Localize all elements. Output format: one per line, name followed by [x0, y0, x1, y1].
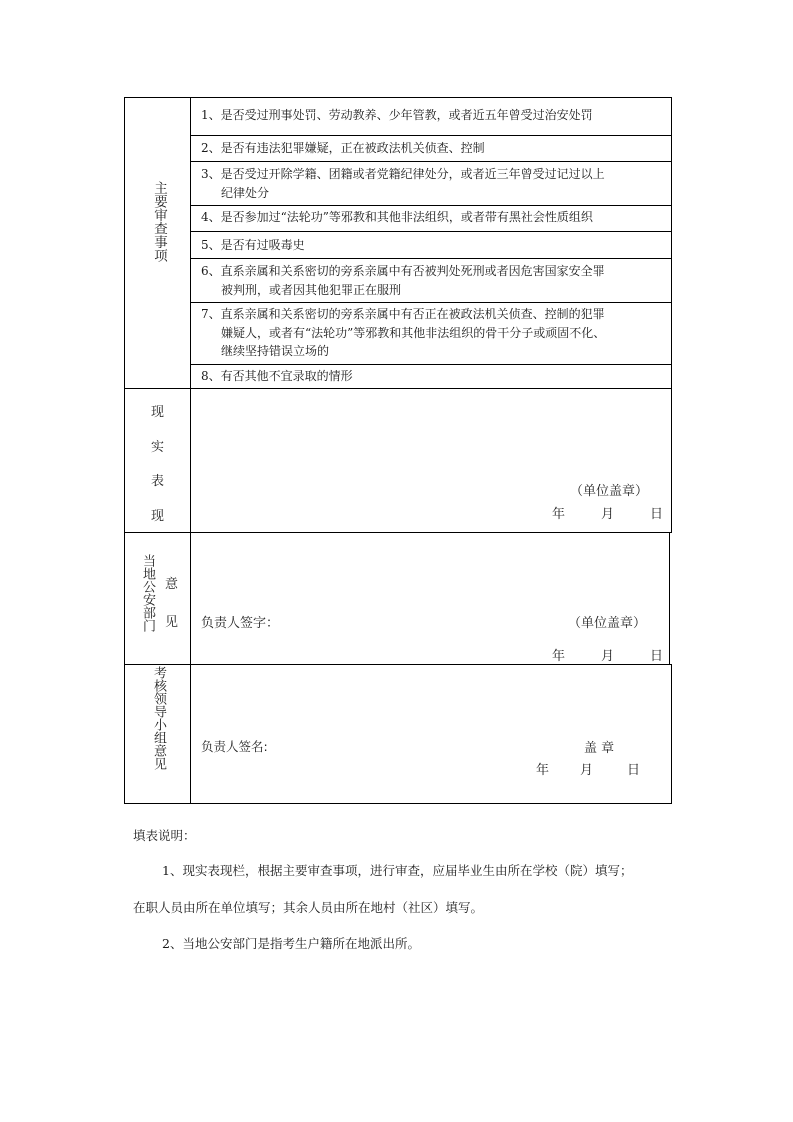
police-date-year: 年 [552, 649, 566, 664]
police-seal: （单位盖章） [568, 616, 647, 631]
police-label-right-char-2: 见 [165, 615, 179, 630]
row-divider [190, 364, 672, 365]
review-section-label: 主要审查事项 [151, 181, 167, 262]
review-item-8: 8、有否其他不宜录取的情形 [201, 369, 353, 383]
performance-date-month: 月 [601, 507, 615, 522]
notes-line-3: 2、当地公安部门是指考生户籍所在地派出所。 [162, 936, 420, 951]
review-item-3: 3、是否受过开除学籍、团籍或者党籍纪律处分，或者近三年曾受过记过以上 [201, 167, 605, 181]
leadership-signer-label: 负责人签名: [201, 739, 268, 754]
review-item-1: 1、是否受过刑事处罚、劳动教养、少年管教，或者近五年曾受过治安处罚 [201, 108, 593, 122]
police-date-day: 日 [650, 649, 664, 664]
leadership-date-year: 年 [536, 763, 550, 778]
row-divider [190, 302, 672, 303]
review-item-3-cont: 纪律处分 [221, 186, 270, 200]
police-date-month: 月 [601, 649, 615, 664]
notes-line-1: 1、现实表现栏，根据主要审查事项，进行审查，应届毕业生由所在学校（院）填写； [162, 863, 633, 878]
performance-divider [190, 388, 191, 533]
police-signer-label: 负责人签字： [201, 616, 280, 631]
performance-label-char-2: 实 [151, 440, 165, 455]
review-item-6: 6、直系亲属和关系密切的旁系亲属中有否被判处死刑或者因危害国家安全罪 [201, 264, 605, 278]
police-label-right-char-1: 意 [165, 577, 179, 592]
leadership-seal: 盖 章 [584, 741, 615, 756]
performance-label-char-3: 表 [151, 474, 165, 489]
leadership-date-day: 日 [627, 763, 641, 778]
review-item-2: 2、是否有违法犯罪嫌疑，正在被政法机关侦查、控制 [201, 141, 485, 155]
review-item-7-cont: 嫌疑人，或者有“法轮功”等邪教和其他非法组织的骨干分子或顽固不化、 [221, 326, 606, 340]
leadership-section [124, 664, 672, 804]
notes-line-2: 在职人员由所在单位填写；其余人员由所在地村（社区）填写。 [133, 900, 484, 915]
performance-date-day: 日 [650, 507, 664, 522]
performance-label-char-4: 现 [151, 509, 165, 524]
row-divider [190, 161, 672, 162]
review-divider [190, 97, 191, 389]
review-item-6-cont: 被判刑，或者因其他犯罪正在服刑 [221, 283, 402, 297]
review-item-5: 5、是否有过吸毒史 [201, 238, 305, 252]
leadership-label: 考核领导小组意见 [151, 666, 166, 770]
police-label-left: 当地公安部门 [140, 554, 155, 632]
row-divider [190, 258, 672, 259]
police-section [124, 532, 670, 665]
performance-seal: （单位盖章） [570, 484, 649, 499]
leadership-divider [190, 664, 191, 804]
review-item-7: 7、直系亲属和关系密切的旁系亲属中有否正在被政法机关侦查、控制的犯罪 [201, 307, 605, 321]
row-divider [190, 231, 672, 232]
performance-date-year: 年 [552, 507, 566, 522]
notes-title: 填表说明： [133, 828, 196, 843]
row-divider [190, 135, 672, 136]
performance-label-char-1: 现 [151, 405, 165, 420]
leadership-date-month: 月 [580, 763, 594, 778]
row-divider [190, 205, 672, 206]
review-item-4: 4、是否参加过“法轮功”等邪教和其他非法组织，或者带有黑社会性质组织 [201, 210, 593, 224]
police-divider [190, 532, 191, 665]
performance-section [124, 388, 672, 533]
review-item-7-cont2: 继续坚持错误立场的 [221, 344, 330, 358]
